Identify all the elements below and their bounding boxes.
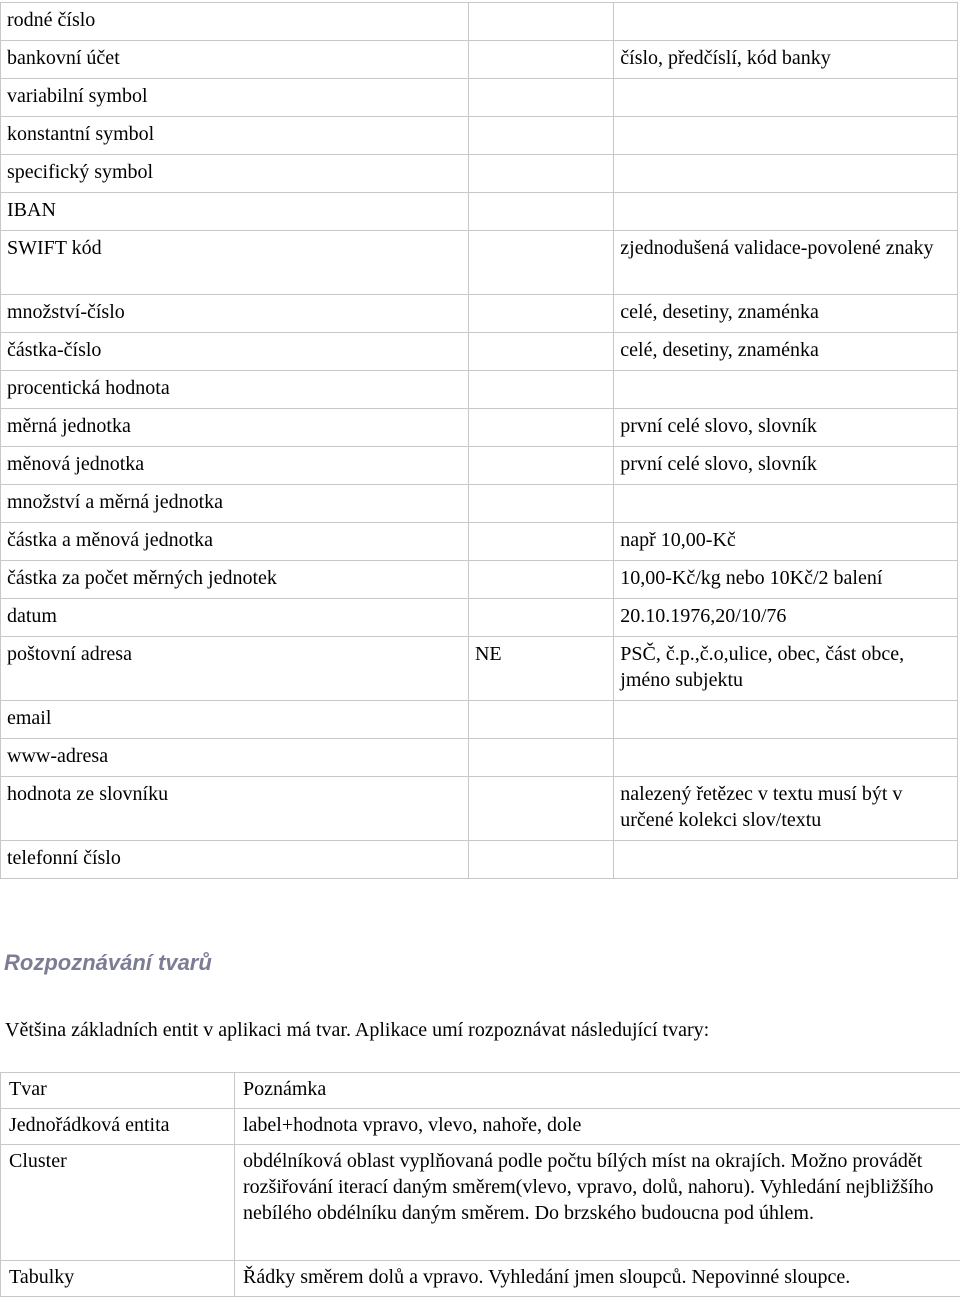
field-name: poštovní adresa: [1, 637, 469, 701]
table-row: [1, 637, 958, 701]
field-note: [614, 371, 958, 409]
field-flag: [468, 295, 613, 333]
field-note: [614, 739, 958, 777]
table-row: [1, 193, 958, 231]
field-note: např 10,00-Kč: [614, 523, 958, 561]
table-row: [1, 739, 958, 777]
table-row: [1, 409, 958, 447]
field-flag: [468, 777, 613, 841]
shape-name: Cluster: [1, 1145, 235, 1261]
column-header-note: Poznámka: [235, 1073, 960, 1109]
table-row: [1, 777, 958, 841]
field-name: IBAN: [1, 193, 469, 231]
field-flag: [468, 561, 613, 599]
field-name: konstantní symbol: [1, 117, 469, 155]
column-header-shape: Tvar: [1, 1073, 235, 1109]
shape-note: obdélníková oblast vyplňovaná podle počtu bílých míst na okrajích. Možno provádět rozšiřování iterací daným směrem(vlevo, vpravo, dolů, nahoru). Vyhledání nejbližšího nebílého obdélníku daným směrem. Do brzského budoucna pod úhlem.: [235, 1145, 960, 1261]
field-note: 10,00-Kč/kg nebo 10Kč/2 balení: [614, 561, 958, 599]
field-note: nalezený řetězec v textu musí být v určené kolekci slov/textu: [614, 777, 958, 841]
field-name: telefonní číslo: [1, 841, 469, 879]
field-note: [614, 701, 958, 739]
field-note: celé, desetiny, znaménka: [614, 295, 958, 333]
field-name: rodné číslo: [1, 3, 469, 41]
table-row: [1, 3, 958, 41]
field-name: hodnota ze slovníku: [1, 777, 469, 841]
field-note: [614, 79, 958, 117]
field-flag: NE: [468, 637, 613, 701]
table-row: [1, 231, 958, 295]
intro-paragraph: Většina základních entit v aplikaci má tvar. Aplikace umí rozpoznávat následující tvary:: [5, 1019, 710, 1041]
shape-name: Tabulky: [1, 1261, 235, 1297]
field-note: [614, 117, 958, 155]
table-row: [1, 1109, 960, 1145]
field-note: první celé slovo, slovník: [614, 409, 958, 447]
table-row: [1, 447, 958, 485]
field-flag: [468, 701, 613, 739]
table-row: [1, 523, 958, 561]
field-flag: [468, 193, 613, 231]
field-flag: [468, 523, 613, 561]
table-row: [1, 295, 958, 333]
shape-note: Řádky směrem dolů a vpravo. Vyhledání jmen sloupců. Nepovinné sloupce.: [235, 1261, 960, 1297]
section-heading: Rozpoznávání tvarů: [4, 950, 212, 975]
entity-fields-table: [0, 2, 958, 879]
field-note: [614, 193, 958, 231]
field-note: PSČ, č.p.,č.o,ulice, obec, část obce, jméno subjektu: [614, 637, 958, 701]
table-row: [1, 79, 958, 117]
field-flag: [468, 371, 613, 409]
field-flag: [468, 155, 613, 193]
table-row: [1, 841, 958, 879]
table-row: [1, 561, 958, 599]
field-flag: [468, 485, 613, 523]
field-name: variabilní symbol: [1, 79, 469, 117]
field-note: 20.10.1976,20/10/76: [614, 599, 958, 637]
field-name: email: [1, 701, 469, 739]
field-flag: [468, 447, 613, 485]
field-name: měnová jednotka: [1, 447, 469, 485]
field-note: zjednodušená validace-povolené znaky: [614, 231, 958, 295]
field-note: [614, 485, 958, 523]
field-flag: [468, 333, 613, 371]
table-row: [1, 1261, 960, 1297]
table-row: [1, 701, 958, 739]
shape-name: Jednořádková entita: [1, 1109, 235, 1145]
field-note: [614, 155, 958, 193]
field-name: částka a měnová jednotka: [1, 523, 469, 561]
table-row: [1, 485, 958, 523]
field-note: [614, 841, 958, 879]
field-flag: [468, 599, 613, 637]
field-note: číslo, předčíslí, kód banky: [614, 41, 958, 79]
field-name: www-adresa: [1, 739, 469, 777]
shapes-table: [0, 1072, 960, 1297]
field-flag: [468, 117, 613, 155]
field-name: SWIFT kód: [1, 231, 469, 295]
table-row: [1, 333, 958, 371]
field-note: [614, 3, 958, 41]
field-note: celé, desetiny, znaménka: [614, 333, 958, 371]
field-name: množství-číslo: [1, 295, 469, 333]
field-name: specifický symbol: [1, 155, 469, 193]
field-flag: [468, 3, 613, 41]
field-flag: [468, 79, 613, 117]
field-name: částka-číslo: [1, 333, 469, 371]
table-row: [1, 117, 958, 155]
table-row: [1, 371, 958, 409]
table-row: [1, 155, 958, 193]
table-row: [1, 599, 958, 637]
field-name: částka za počet měrných jednotek: [1, 561, 469, 599]
table-row: [1, 1145, 960, 1261]
field-name: bankovní účet: [1, 41, 469, 79]
field-flag: [468, 409, 613, 447]
field-flag: [468, 739, 613, 777]
field-name: datum: [1, 599, 469, 637]
shape-note: label+hodnota vpravo, vlevo, nahoře, dole: [235, 1109, 960, 1145]
field-flag: [468, 231, 613, 295]
field-name: procentická hodnota: [1, 371, 469, 409]
table-header-row: [1, 1073, 960, 1109]
field-flag: [468, 41, 613, 79]
field-note: první celé slovo, slovník: [614, 447, 958, 485]
field-name: množství a měrná jednotka: [1, 485, 469, 523]
table-row: [1, 41, 958, 79]
field-name: měrná jednotka: [1, 409, 469, 447]
field-flag: [468, 841, 613, 879]
